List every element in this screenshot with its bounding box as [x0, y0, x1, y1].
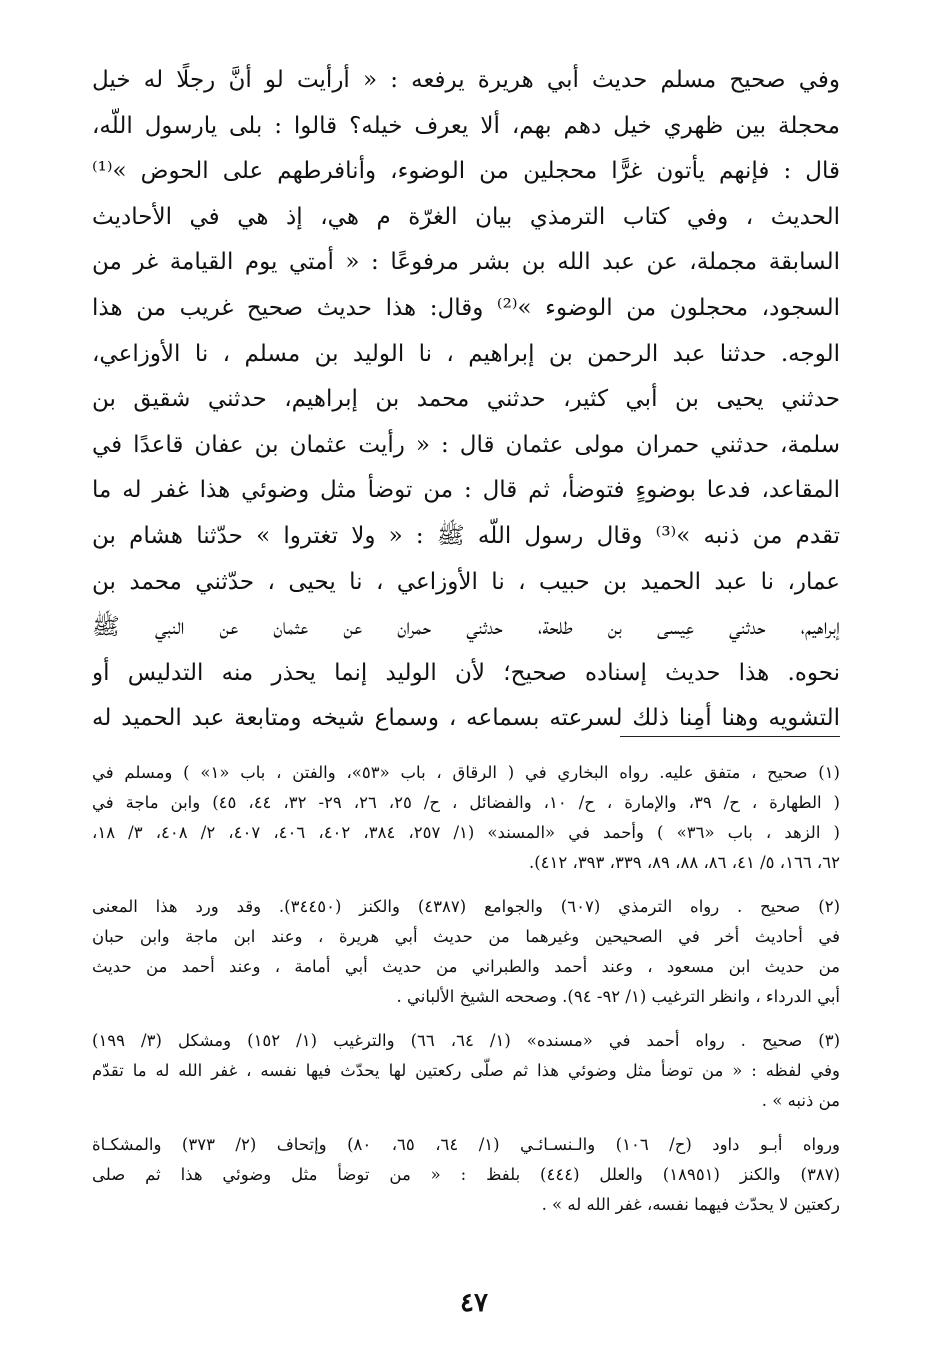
main-text — [92, 58, 840, 742]
footnote-line: ٦٢، ١٦٦، ٥/ ٤١، ٨٦، ٨٨، ٨٩، ٣٣٩، ٣٩٣، ٤١٢). — [528, 853, 840, 872]
main-text-line: وفي صحيح مسلم حديث أبي هريرة يرفعه : « أرأيت لو أنَّ رجلًا له خيل — [92, 67, 840, 93]
footnote-line: ( الزهد ، باب «٣٦» ) وأحمد في «المسند» (١/ ٢٥٧، ٣٨٤، ٤٠٢، ٤٠٦، ٤٠٧، ٢/ ٤٠٨، ٣/ ١٨، — [92, 823, 840, 842]
main-text-line: محجلة بين ظهري خيل دهم بهم، ألا يعرف خيله؟ قالوا : بلى يارسول اللّه، — [92, 112, 840, 139]
main-text-line: عمار، نا عبد الحميد بن حبيب ، نا الأوزاعي ، نا يحيى ، حدّثني محمد بن — [92, 568, 840, 595]
main-text-line: التشويه وهنا أمِنا ذلك لسرعته بسماعه ، وسماع شيخه ومتابعة عبد الحميد له — [92, 705, 840, 732]
main-text-line: قال : فإنهم يأتون غرًّا محجلين من الوضوء، وأنافرطهم على الحوض »⁽¹⁾ — [92, 158, 840, 185]
footnote-2 — [92, 892, 840, 1012]
footnote-1 — [92, 758, 840, 878]
main-text-line: الوجه. حدثنا عبد الرحمن بن إبراهيم ، نا الوليد بن مسلم ، نا الأوزاعي، — [92, 340, 840, 367]
footnote-3-continued — [92, 1130, 840, 1220]
page-number: ٤٧ — [460, 1288, 488, 1318]
footnote-line: من ذنبه » . — [761, 1091, 840, 1110]
footnote-line: من حديث ابن مسعود ، وعند أحمد والطبراني من حديث أبي أمامة ، وعند أحمد من حديث — [92, 957, 840, 976]
footnote-line: ( الطهارة ، ح/ ٣٩، والإمارة ، ح/ ١٠، والفضائل ، ح/ ٢٥، ٢٦، ٢٩- ٣٢، ٤٤، ٤٥) وابن ماجة في — [92, 793, 840, 812]
footnote-3 — [92, 1026, 840, 1116]
main-text-line: المقاعد، فدعا بوضوءٍ فتوضأ، ثم قال : من توضأ مثل وضوئي هذا غفر له ما — [92, 477, 840, 504]
footnote-line: أبي الدرداء ، وانظر الترغيب (١/ ٩٢- ٩٤). وصححه الشيخ الألباني . — [396, 987, 840, 1006]
footnote-line: (٣) صحيح . رواه أحمد في «مسنده» (١/ ٦٤، ٦٦) والترغيب (١/ ١٥٢) ومشكل (٣/ ١٩٩) — [92, 1031, 840, 1050]
main-text-line: السجود، محجلون من الوضوء »⁽²⁾ وقال: هذا حديث صحيح غريب من هذا — [92, 294, 840, 321]
main-text-line: السابقة مجملة، عن عبد الله بن بشر مرفوعًا : « أمتي يوم القيامة غر من — [92, 249, 840, 276]
main-text-line: حدثني يحيى بن أبي كثير، حدثني محمد بن إبراهيم، حدثني شقيق بن — [92, 386, 840, 413]
footnote-line: ركعتين لا يحدّث فيهما نفسه، غفر الله له » . — [541, 1195, 840, 1214]
footnotes — [92, 758, 840, 1234]
footnote-line: في أحاديث أخر في الصحيحين وغيرهما من حديث أبي هريرة ، وعند ابن ماجة وابن حبان — [92, 927, 840, 946]
footnote-line: (٢) صحيح . رواه الترمذي (٦٠٧) والجوامع (٤٣٨٧) والكنز (٣٤٤٥٠). وقد ورد هذا المعنى — [92, 897, 840, 916]
main-text-line: سلمة، حدثني حمران مولى عثمان قال : « رأيت عثمان بن عفان قاعدًا في — [92, 431, 840, 458]
main-text-line: نحوه. هذا حديث إسناده صحيح؛ لأن الوليد إنما يحذر منه التدليس أو — [92, 659, 840, 686]
main-text-line: الحديث ، وفي كتاب الترمذي بيان الغرّة م هي، إذ هي في الأحاديث — [92, 203, 840, 230]
footnote-line: (١) صحيح ، متفق عليه. رواه البخاري في ( الرقاق ، باب «٥٣»، والفتن ، باب «١» ) ومسلم في — [92, 763, 840, 782]
footnote-line: ورواه أبـو داود (ح/ ١٠٦) والـنسـائـي (١/ ٦٤، ٦٥، ٨٠) وإتحاف (٢/ ٣٧٣) والمشكـاة — [92, 1135, 840, 1154]
main-text-line: تقدم من ذنبه »⁽³⁾ وقال رسول اللّه ﷺ : « ولا تغتروا » حدّثنا هشام بن — [92, 522, 840, 549]
main-text-line: إبراهيم، حدثني عِيسى بن طلحة، حدثني حمران عن عثمان عن النبي ﷺ — [92, 614, 840, 641]
footnote-line: وفي لفظه : « من توضأ مثل وضوئي هذا ثم صلّى ركعتين لها يحدّث فيها نفسه ، غفر الله له ما تقدّم — [92, 1061, 840, 1080]
footnote-separator — [620, 736, 840, 737]
footnote-line: (٣٨٧) والكنز (١٨٩٥١) والعلل (٤٤٤) بلفظ : « من توضأ مثل وضوئي هذا ثم صلى — [92, 1165, 840, 1184]
